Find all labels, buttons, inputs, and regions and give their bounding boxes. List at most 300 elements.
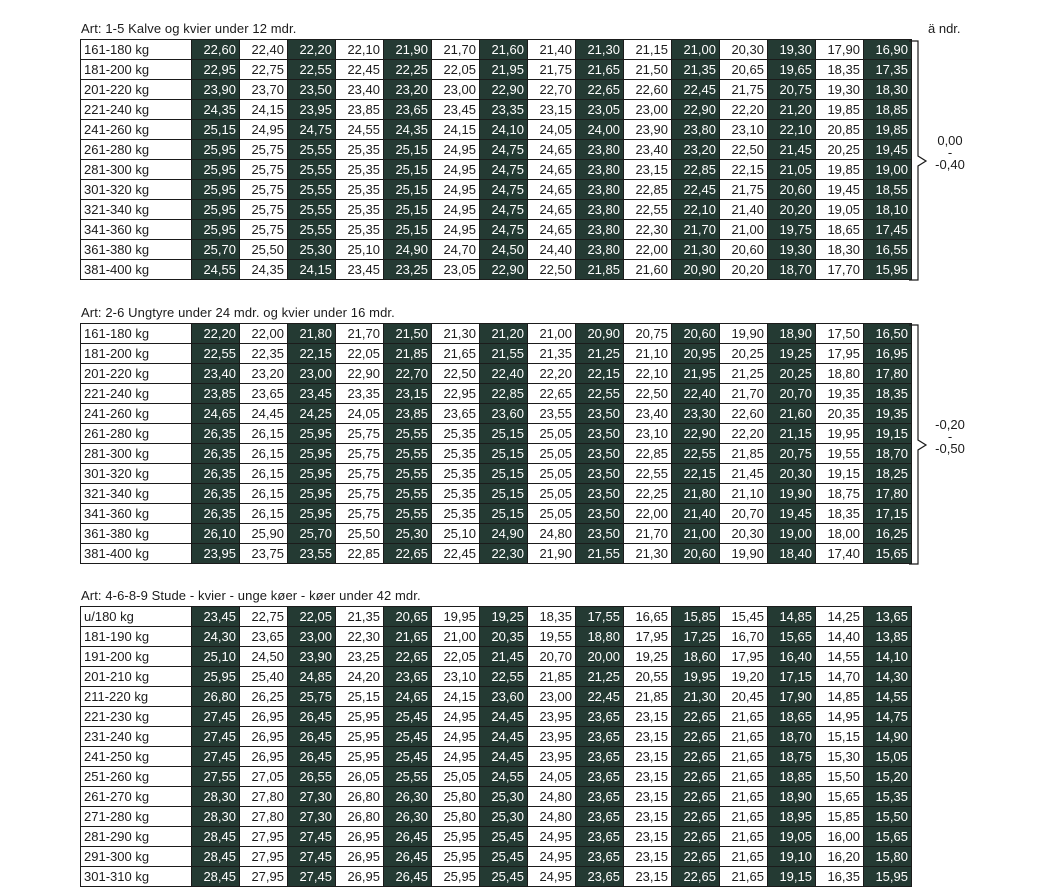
price-cell: 22,45	[336, 60, 384, 80]
price-cell: 24,75	[480, 140, 528, 160]
price-cell: 19,35	[816, 384, 864, 404]
price-cell: 17,95	[720, 647, 768, 667]
price-cell: 25,05	[528, 444, 576, 464]
row-label: 241-260 kg	[81, 404, 192, 424]
price-cell: 26,35	[192, 484, 240, 504]
section-title: Art: 1-5 Kalve og kvier under 12 mdr.	[81, 21, 297, 36]
price-cell: 24,45	[480, 727, 528, 747]
price-cell: 25,80	[432, 787, 480, 807]
price-cell: 21,65	[720, 727, 768, 747]
price-cell: 22,65	[528, 384, 576, 404]
price-cell: 24,95	[432, 140, 480, 160]
price-cell: 20,20	[720, 260, 768, 280]
table-row	[81, 504, 912, 524]
price-cell: 23,80	[576, 240, 624, 260]
price-cell: 23,00	[288, 364, 336, 384]
price-cell: 27,30	[288, 787, 336, 807]
price-cell: 20,70	[768, 384, 816, 404]
price-cell: 22,50	[528, 260, 576, 280]
price-cell: 21,35	[672, 60, 720, 80]
price-cell: 18,30	[864, 80, 912, 100]
price-cell: 24,75	[480, 200, 528, 220]
table-row	[81, 787, 912, 807]
price-cell: 22,10	[672, 200, 720, 220]
price-cell: 23,85	[192, 384, 240, 404]
price-cell: 22,65	[672, 747, 720, 767]
price-cell: 22,40	[672, 384, 720, 404]
price-cell: 20,60	[672, 324, 720, 344]
price-cell: 21,65	[720, 747, 768, 767]
price-cell: 26,35	[192, 504, 240, 524]
table-row	[81, 140, 912, 160]
row-label: 301-320 kg	[81, 464, 192, 484]
price-cell: 25,35	[336, 200, 384, 220]
price-cell: 15,95	[864, 260, 912, 280]
price-cell: 16,35	[816, 867, 864, 887]
price-cell: 26,45	[384, 847, 432, 867]
price-cell: 22,85	[672, 160, 720, 180]
price-cell: 25,55	[384, 464, 432, 484]
price-cell: 18,35	[816, 60, 864, 80]
price-cell: 23,90	[288, 647, 336, 667]
price-cell: 17,70	[816, 260, 864, 280]
price-cell: 21,00	[432, 627, 480, 647]
price-cell: 23,75	[240, 544, 288, 564]
price-cell: 19,95	[672, 667, 720, 687]
price-cell: 17,90	[816, 40, 864, 60]
side-note-line: 0,00	[937, 133, 963, 148]
table-row	[81, 424, 912, 444]
price-cell: 23,65	[240, 384, 288, 404]
side-note-line: -0,50	[935, 441, 965, 456]
price-cell: 25,55	[288, 180, 336, 200]
price-cell: 25,35	[336, 160, 384, 180]
price-cell: 20,95	[672, 344, 720, 364]
price-cell: 14,55	[864, 687, 912, 707]
table-row	[81, 747, 912, 767]
price-cell: 26,95	[336, 847, 384, 867]
section-title: Art: 2-6 Ungtyre under 24 mdr. og kvier under 16 mdr.	[81, 305, 395, 320]
price-cell: 24,05	[336, 404, 384, 424]
price-cell: 21,00	[672, 524, 720, 544]
price-cell: 24,95	[528, 847, 576, 867]
price-cell: 26,95	[336, 827, 384, 847]
price-cell: 22,05	[336, 344, 384, 364]
price-cell: 24,65	[528, 180, 576, 200]
table-row	[81, 120, 912, 140]
price-cell: 25,95	[288, 424, 336, 444]
price-cell: 21,40	[672, 504, 720, 524]
price-cell: 22,65	[576, 80, 624, 100]
price-cell: 24,65	[528, 160, 576, 180]
price-cell: 14,85	[816, 687, 864, 707]
price-cell: 23,80	[672, 120, 720, 140]
price-cell: 21,65	[720, 707, 768, 727]
price-cell: 23,05	[576, 100, 624, 120]
price-cell: 16,00	[816, 827, 864, 847]
price-cell: 27,45	[192, 747, 240, 767]
price-cell: 18,70	[768, 727, 816, 747]
price-cell: 22,05	[288, 607, 336, 627]
price-cell: 17,95	[624, 627, 672, 647]
row-label: 321-340 kg	[81, 484, 192, 504]
price-cell: 14,95	[816, 707, 864, 727]
price-cell: 25,35	[432, 444, 480, 464]
price-cell: 27,45	[288, 847, 336, 867]
price-cell: 25,35	[336, 180, 384, 200]
price-cell: 21,50	[384, 324, 432, 344]
price-cell: 23,40	[192, 364, 240, 384]
price-cell: 14,30	[864, 667, 912, 687]
price-cell: 25,70	[192, 240, 240, 260]
price-cell: 23,95	[528, 707, 576, 727]
price-cell: 25,45	[480, 847, 528, 867]
price-cell: 18,60	[672, 647, 720, 667]
price-cell: 25,15	[384, 200, 432, 220]
price-cell: 25,75	[240, 140, 288, 160]
row-label: 161-180 kg	[81, 40, 192, 60]
price-cell: 21,70	[720, 384, 768, 404]
price-cell: 21,30	[624, 544, 672, 564]
price-cell: 25,55	[384, 444, 432, 464]
price-cell: 21,65	[432, 344, 480, 364]
price-cell: 23,15	[624, 767, 672, 787]
price-cell: 25,15	[480, 424, 528, 444]
price-cell: 26,10	[192, 524, 240, 544]
price-cell: 22,20	[720, 424, 768, 444]
price-cell: 26,15	[240, 424, 288, 444]
price-cell: 22,70	[384, 364, 432, 384]
price-cell: 22,55	[192, 344, 240, 364]
price-cell: 22,65	[672, 787, 720, 807]
price-cell: 17,15	[768, 667, 816, 687]
price-cell: 19,95	[432, 607, 480, 627]
price-cell: 21,40	[528, 40, 576, 60]
price-cell: 23,50	[576, 464, 624, 484]
price-cell: 20,85	[816, 120, 864, 140]
price-cell: 25,95	[192, 200, 240, 220]
price-cell: 22,55	[576, 384, 624, 404]
price-cell: 21,45	[768, 140, 816, 160]
price-cell: 24,95	[432, 220, 480, 240]
price-cell: 22,85	[624, 180, 672, 200]
price-cell: 16,40	[768, 647, 816, 667]
price-cell: 20,20	[768, 200, 816, 220]
price-cell: 22,95	[192, 60, 240, 80]
price-cell: 24,95	[432, 200, 480, 220]
price-cell: 25,15	[384, 160, 432, 180]
row-label: 261-270 kg	[81, 787, 192, 807]
price-cell: 13,85	[864, 627, 912, 647]
price-cell: 24,05	[528, 767, 576, 787]
price-cell: 23,15	[384, 384, 432, 404]
price-cell: 22,40	[240, 40, 288, 60]
price-cell: 23,15	[624, 847, 672, 867]
price-cell: 25,15	[384, 180, 432, 200]
price-cell: 18,70	[768, 260, 816, 280]
price-cell: 23,65	[240, 627, 288, 647]
table-row	[81, 60, 912, 80]
row-label: 201-220 kg	[81, 364, 192, 384]
price-cell: 19,85	[816, 100, 864, 120]
price-cell: 22,85	[480, 384, 528, 404]
price-cell: 19,20	[720, 667, 768, 687]
price-cell: 20,25	[720, 344, 768, 364]
price-cell: 23,45	[288, 384, 336, 404]
price-cell: 25,55	[288, 200, 336, 220]
price-cell: 19,15	[816, 464, 864, 484]
price-cell: 27,55	[192, 767, 240, 787]
price-table	[80, 323, 912, 564]
price-cell: 17,95	[816, 344, 864, 364]
table-row	[81, 404, 912, 424]
price-cell: 24,80	[528, 787, 576, 807]
price-cell: 15,85	[672, 607, 720, 627]
price-cell: 22,45	[672, 80, 720, 100]
price-cell: 25,10	[432, 524, 480, 544]
row-label: 211-220 kg	[81, 687, 192, 707]
price-cell: 15,85	[816, 807, 864, 827]
price-cell: 21,15	[624, 40, 672, 60]
price-cell: 23,65	[576, 727, 624, 747]
price-cell: 24,95	[432, 160, 480, 180]
price-cell: 25,55	[288, 140, 336, 160]
price-table	[80, 39, 912, 280]
price-cell: 19,85	[864, 120, 912, 140]
price-cell: 23,15	[624, 827, 672, 847]
price-cell: 24,95	[432, 707, 480, 727]
price-cell: 21,85	[576, 260, 624, 280]
price-cell: 24,40	[528, 240, 576, 260]
price-cell: 22,20	[528, 364, 576, 384]
price-cell: 23,65	[576, 807, 624, 827]
price-cell: 25,95	[288, 444, 336, 464]
price-cell: 24,35	[192, 100, 240, 120]
price-cell: 25,95	[192, 180, 240, 200]
price-cell: 26,55	[288, 767, 336, 787]
price-cell: 23,85	[336, 100, 384, 120]
price-cell: 23,40	[336, 80, 384, 100]
price-cell: 26,45	[288, 707, 336, 727]
price-cell: 20,25	[816, 140, 864, 160]
price-cell: 20,60	[672, 544, 720, 564]
table-row	[81, 647, 912, 667]
price-cell: 24,75	[480, 160, 528, 180]
price-cell: 25,70	[288, 524, 336, 544]
price-cell: 16,65	[624, 607, 672, 627]
price-cell: 16,95	[864, 344, 912, 364]
price-cell: 23,45	[192, 607, 240, 627]
price-cell: 25,15	[480, 464, 528, 484]
price-cell: 27,80	[240, 807, 288, 827]
price-cell: 20,75	[624, 324, 672, 344]
price-table	[80, 606, 912, 887]
price-cell: 15,80	[864, 847, 912, 867]
price-cell: 23,35	[336, 384, 384, 404]
price-cell: 23,10	[432, 667, 480, 687]
table-row	[81, 484, 912, 504]
price-cell: 18,90	[768, 324, 816, 344]
price-cell: 21,15	[768, 424, 816, 444]
price-cell: 22,65	[384, 647, 432, 667]
price-cell: 22,85	[624, 444, 672, 464]
price-cell: 18,90	[768, 787, 816, 807]
price-cell: 25,95	[432, 867, 480, 887]
price-cell: 21,00	[720, 220, 768, 240]
price-cell: 21,65	[720, 787, 768, 807]
price-cell: 26,95	[240, 727, 288, 747]
price-cell: 22,50	[432, 364, 480, 384]
price-cell: 24,50	[480, 240, 528, 260]
price-cell: 22,00	[624, 504, 672, 524]
price-cell: 22,55	[480, 667, 528, 687]
price-cell: 20,55	[624, 667, 672, 687]
price-cell: 15,15	[816, 727, 864, 747]
price-cell: 23,15	[624, 807, 672, 827]
price-cell: 25,95	[336, 707, 384, 727]
price-cell: 23,95	[192, 544, 240, 564]
price-cell: 24,10	[480, 120, 528, 140]
price-cell: 21,40	[720, 200, 768, 220]
side-note-line: -0,40	[935, 157, 965, 172]
price-cell: 25,55	[384, 484, 432, 504]
price-cell: 27,45	[192, 727, 240, 747]
price-cell: 21,65	[720, 847, 768, 867]
side-note-line: -0,20	[935, 417, 965, 432]
price-cell: 19,05	[768, 827, 816, 847]
price-cell: 24,65	[384, 687, 432, 707]
price-cell: 14,25	[816, 607, 864, 627]
price-cell: 21,70	[672, 220, 720, 240]
price-cell: 17,50	[816, 324, 864, 344]
price-cell: 26,30	[384, 787, 432, 807]
price-cell: 15,20	[864, 767, 912, 787]
price-cell: 22,90	[672, 100, 720, 120]
table-row	[81, 324, 912, 344]
row-label: 221-240 kg	[81, 100, 192, 120]
price-cell: 25,45	[384, 707, 432, 727]
price-cell: 22,45	[576, 687, 624, 707]
price-cell: 24,95	[432, 727, 480, 747]
price-cell: 24,95	[432, 747, 480, 767]
price-cell: 18,80	[816, 364, 864, 384]
price-cell: 22,35	[240, 344, 288, 364]
price-cell: 18,80	[576, 627, 624, 647]
price-cell: 25,80	[432, 807, 480, 827]
table-row	[81, 727, 912, 747]
price-cell: 21,05	[768, 160, 816, 180]
price-cell: 21,20	[768, 100, 816, 120]
price-cell: 22,65	[384, 544, 432, 564]
price-cell: 25,45	[384, 727, 432, 747]
price-cell: 25,75	[288, 687, 336, 707]
price-cell: 22,30	[480, 544, 528, 564]
price-cell: 22,90	[672, 424, 720, 444]
price-cell: 18,75	[768, 747, 816, 767]
price-cell: 21,70	[336, 324, 384, 344]
price-cell: 22,55	[624, 464, 672, 484]
price-cell: 18,85	[768, 767, 816, 787]
row-label: 181-190 kg	[81, 627, 192, 647]
price-cell: 24,15	[288, 260, 336, 280]
price-cell: 21,80	[288, 324, 336, 344]
price-cell: 25,95	[432, 827, 480, 847]
price-cell: 23,65	[576, 867, 624, 887]
price-cell: 22,85	[336, 544, 384, 564]
price-cell: 25,15	[384, 140, 432, 160]
table-row	[81, 607, 912, 627]
price-cell: 15,05	[864, 747, 912, 767]
price-cell: 25,75	[336, 444, 384, 464]
price-cell: 21,60	[768, 404, 816, 424]
price-cell: 17,80	[864, 364, 912, 384]
price-cell: 21,55	[576, 544, 624, 564]
row-label: 341-360 kg	[81, 220, 192, 240]
price-cell: 20,65	[384, 607, 432, 627]
price-cell: 21,65	[720, 867, 768, 887]
price-cell: 25,35	[432, 504, 480, 524]
price-cell: 25,75	[336, 464, 384, 484]
table-row	[81, 847, 912, 867]
price-cell: 23,95	[528, 727, 576, 747]
price-cell: 21,90	[384, 40, 432, 60]
price-cell: 23,00	[432, 80, 480, 100]
price-cell: 25,35	[432, 484, 480, 504]
price-cell: 23,00	[624, 100, 672, 120]
price-cell: 22,30	[624, 220, 672, 240]
price-cell: 22,90	[336, 364, 384, 384]
price-cell: 26,05	[336, 767, 384, 787]
row-label: 341-360 kg	[81, 504, 192, 524]
price-cell: 25,05	[528, 484, 576, 504]
price-cell: 21,65	[576, 60, 624, 80]
price-cell: 22,15	[576, 364, 624, 384]
price-cell: 24,15	[432, 120, 480, 140]
price-cell: 19,10	[768, 847, 816, 867]
price-cell: 28,30	[192, 807, 240, 827]
price-cell: 19,55	[528, 627, 576, 647]
price-cell: 21,35	[336, 607, 384, 627]
price-cell: 25,55	[288, 220, 336, 240]
price-cell: 23,80	[576, 180, 624, 200]
price-cell: 22,65	[672, 847, 720, 867]
price-cell: 25,75	[336, 484, 384, 504]
price-cell: 19,45	[864, 140, 912, 160]
price-cell: 24,75	[480, 220, 528, 240]
price-cell: 18,35	[864, 384, 912, 404]
price-cell: 14,40	[816, 627, 864, 647]
price-cell: 26,15	[240, 444, 288, 464]
price-cell: 26,80	[336, 807, 384, 827]
price-cell: 22,30	[336, 627, 384, 647]
price-cell: 21,10	[720, 484, 768, 504]
price-cell: 23,60	[480, 404, 528, 424]
price-cell: 25,50	[240, 240, 288, 260]
price-cell: 23,80	[576, 220, 624, 240]
price-cell: 22,65	[672, 827, 720, 847]
table-row	[81, 100, 912, 120]
table-row	[81, 867, 912, 887]
price-cell: 22,60	[624, 80, 672, 100]
price-cell: 24,35	[384, 120, 432, 140]
price-cell: 21,95	[672, 364, 720, 384]
price-cell: 24,35	[240, 260, 288, 280]
price-cell: 23,50	[576, 504, 624, 524]
table-row	[81, 767, 912, 787]
price-cell: 25,10	[192, 647, 240, 667]
price-cell: 25,95	[288, 464, 336, 484]
price-cell: 14,85	[768, 607, 816, 627]
